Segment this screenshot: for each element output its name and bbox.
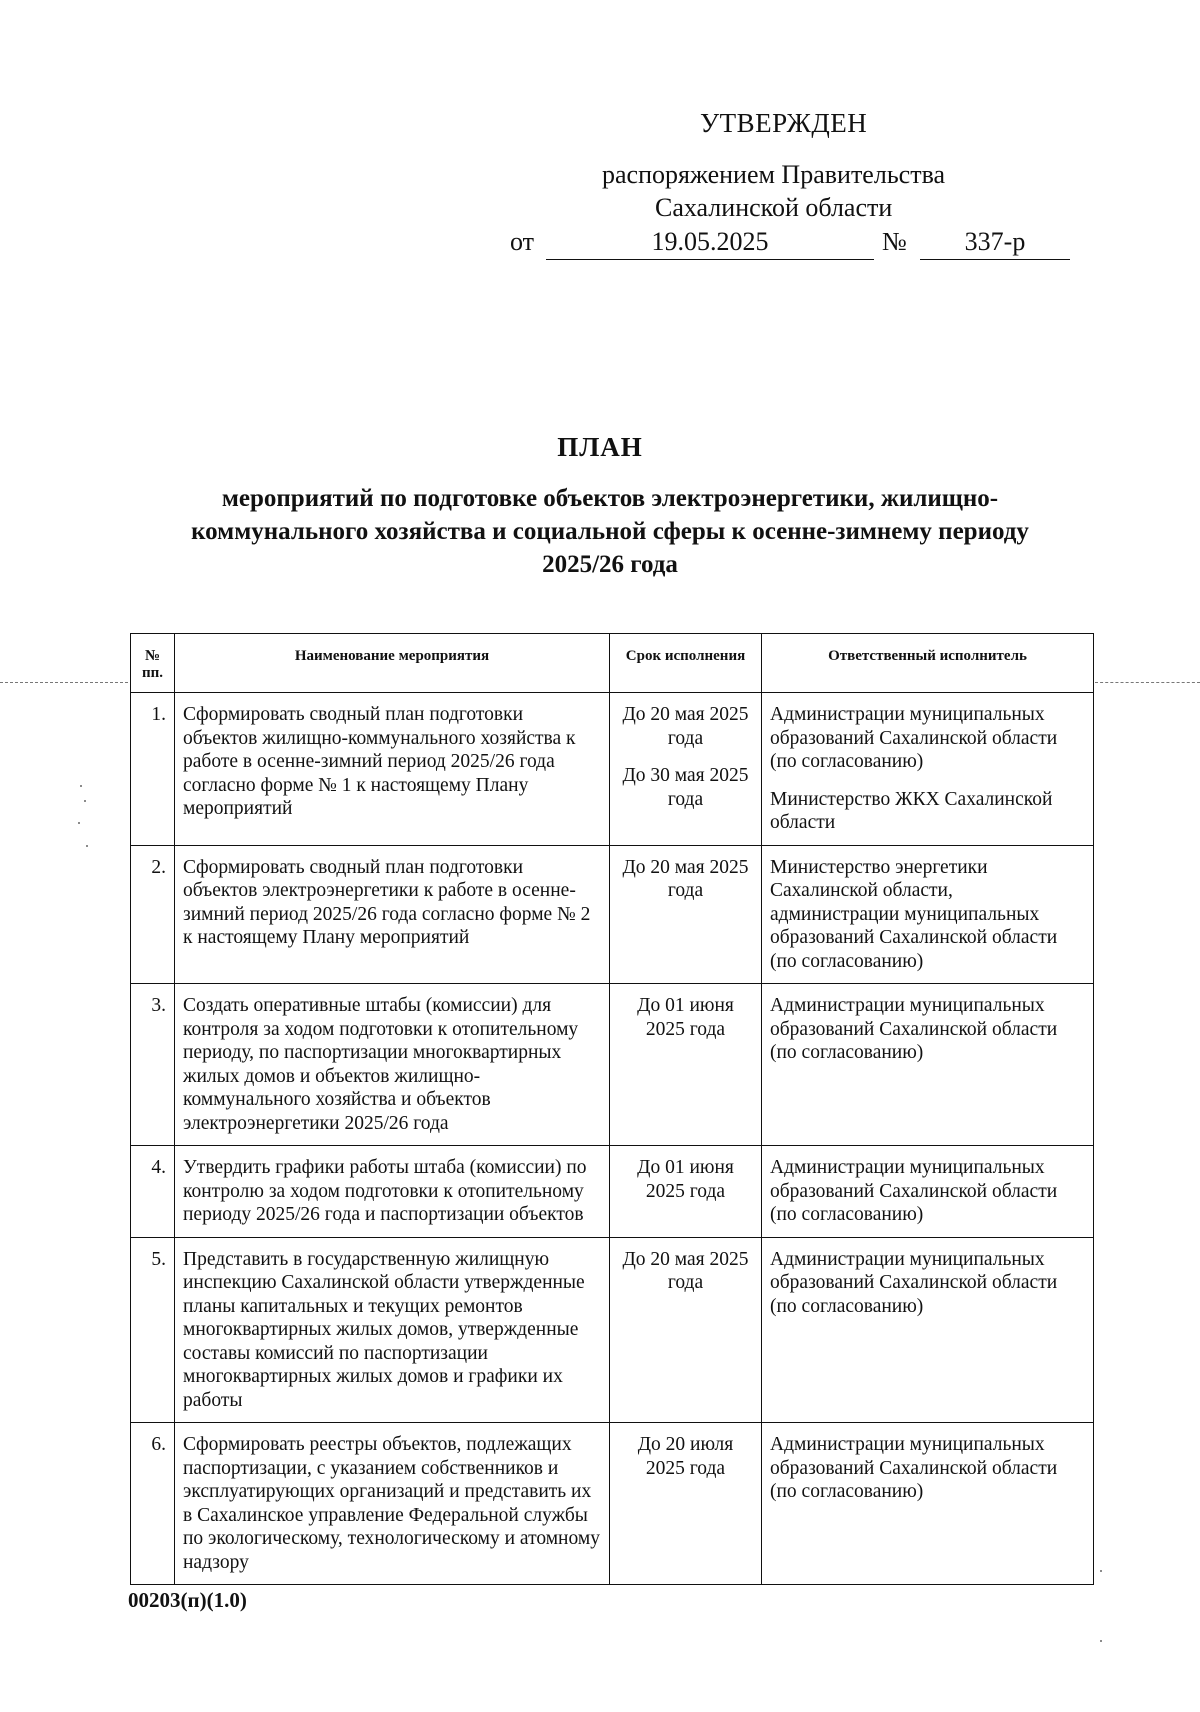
row-responsible: Администрации муниципальных образований Сахалинской области (по согласованию) xyxy=(762,1237,1094,1423)
row-deadline: До 20 мая 2025 года xyxy=(610,1237,762,1423)
row-task: Сформировать сводный план подготовки объектов жилищно-коммунального хозяйства к работе в осенне-зимний период 2025/26 года согласно форме № 1 к настоящему Плану мероприятий xyxy=(175,693,610,846)
table-row xyxy=(131,693,1094,846)
scan-speck xyxy=(84,800,86,802)
row-task: Сформировать реестры объектов, подлежащих паспортизации, с указанием собственников и эксплуатирующих организаций и представить их в Сахалинское управление Федеральной службы по экологическому, технологическому и атомному надзору xyxy=(175,1423,610,1585)
row-responsible: Администрации муниципальных образований Сахалинской области (по согласованию) xyxy=(762,984,1094,1146)
row-responsible: Администрации муниципальных образований Сахалинской области (по согласованию) xyxy=(762,1146,1094,1238)
row-deadline-1: До 20 мая 2025 года xyxy=(622,704,749,749)
table-row xyxy=(131,984,1094,1146)
row-responsible-2: Министерство ЖКХ Сахалинской области xyxy=(770,788,1053,833)
row-deadline xyxy=(610,693,762,846)
header-task: Наименование мероприятия xyxy=(175,634,610,693)
row-num: 1. xyxy=(131,693,175,846)
row-deadline: До 01 июня 2025 года xyxy=(610,1146,762,1238)
table-row xyxy=(131,1237,1094,1423)
table-row xyxy=(131,1146,1094,1238)
row-responsible-1: Администрации муниципальных образований Сахалинской области (по согласованию) xyxy=(770,704,1058,772)
date-prefix: от xyxy=(510,227,535,256)
row-num: 4. xyxy=(131,1146,175,1238)
table-row xyxy=(131,845,1094,984)
scan-speck xyxy=(1100,1640,1102,1642)
row-task: Представить в государственную жилищную инспекцию Сахалинской области утвержденные планы капитальных и текущих ремонтов многоквартирных жилых домов, утвержденные составы комиссий по паспортизации многоквартирных жилых домов и графики их работы xyxy=(175,1237,610,1423)
plan-table xyxy=(130,633,1094,1585)
row-deadline: До 20 мая 2025 года xyxy=(610,845,762,984)
table-header-row xyxy=(131,634,1094,693)
row-num: 3. xyxy=(131,984,175,1146)
plan-subtitle: мероприятий по подготовке объектов электроэнергетики, жилищно-коммунального хозяйства и социальной сферы к осенне-зимнему периоду 2025/26 года xyxy=(191,485,1029,578)
row-num: 5. xyxy=(131,1237,175,1423)
row-task: Сформировать сводный план подготовки объектов электроэнергетики к работе в осенне-зимний период 2025/26 года согласно форме № 2 к настоящему Плану мероприятий xyxy=(175,845,610,984)
row-task: Утвердить графики работы штаба (комиссии) по контролю за ходом подготовки к отопительному периоду 2025/26 года и паспортизации объектов xyxy=(175,1146,610,1238)
header-deadline: Срок исполнения xyxy=(610,634,762,693)
row-deadline: До 01 июня 2025 года xyxy=(610,984,762,1146)
scan-speck xyxy=(1100,1570,1102,1572)
row-responsible xyxy=(762,693,1094,846)
approval-heading: УТВЕРЖДЕН xyxy=(700,108,868,138)
scan-line-left xyxy=(0,682,128,683)
document-code: 00203(п)(1.0) xyxy=(128,1588,247,1612)
row-num: 6. xyxy=(131,1423,175,1585)
order-number: 337-р xyxy=(920,227,1070,260)
row-responsible: Администрации муниципальных образований Сахалинской области (по согласованию) xyxy=(762,1423,1094,1585)
order-issuer-line1: распоряжением Правительства xyxy=(602,160,946,189)
scan-speck xyxy=(78,822,80,824)
order-date: 19.05.2025 xyxy=(546,227,874,260)
row-task: Создать оперативные штабы (комиссии) для контроля за ходом подготовки к отопительному периоду, по паспортизации многоквартирных жилых домов и объектов жилищно-коммунального хозяйства и объектов электроэнергетики 2025/26 года xyxy=(175,984,610,1146)
row-deadline: До 20 июля 2025 года xyxy=(610,1423,762,1585)
plan-title: ПЛАН xyxy=(557,432,643,462)
order-issuer-line2: Сахалинской области xyxy=(655,193,893,222)
scan-speck xyxy=(86,845,88,847)
header-responsible: Ответственный исполнитель xyxy=(762,634,1094,693)
row-num: 2. xyxy=(131,845,175,984)
order-date-row xyxy=(510,225,1070,259)
header-num: № пп. xyxy=(131,634,175,693)
number-prefix: № xyxy=(882,227,907,256)
row-deadline-2: До 30 мая 2025 года xyxy=(622,765,749,810)
scan-speck xyxy=(80,785,82,787)
scan-line-right xyxy=(1095,682,1200,683)
table-row xyxy=(131,1423,1094,1585)
row-responsible: Министерство энергетики Сахалинской области, администрации муниципальных образований Сахалинской области (по согласованию) xyxy=(762,845,1094,984)
